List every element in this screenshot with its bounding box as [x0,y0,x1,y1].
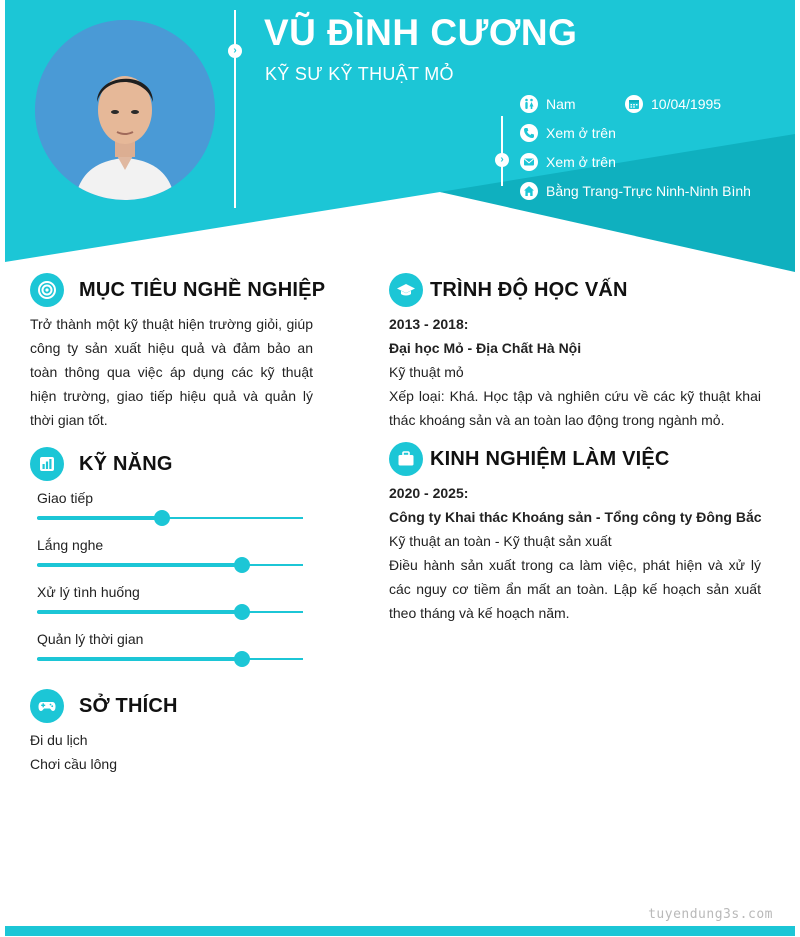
skill-label: Xử lý tình huống [37,584,140,600]
phone-icon [520,124,538,142]
header-divider [234,10,236,208]
gender-value: Nam [546,96,576,112]
skill-label: Lắng nghe [37,537,104,553]
experience-heading [389,442,670,476]
contact-divider [501,116,503,186]
gender-icon [520,95,538,113]
email-icon [520,153,538,171]
skill-label: Giao tiếp [37,490,94,506]
skill-bar-knob [234,604,250,620]
watermark: tuyendung3s.com [648,907,773,922]
candidate-name: VŨ ĐÌNH CƯƠNG [264,12,578,53]
skill-label: Quản lý thời gian [37,631,144,647]
skills-title: KỸ NĂNG [79,452,173,475]
skill-bar-knob [234,651,250,667]
skills-heading [30,447,173,481]
objective-text: Trở thành một kỹ thuật hiện trường giỏi, giúp công ty sản xuất hiệu quả và đảm bảo an toàn thông qua việc áp dụng các kỹ thuật hiện trường, giao tiếp hiệu quả và quản lý thời gian tốt. [30,316,313,428]
footer-bar [5,926,795,936]
hobbies-title: SỞ THÍCH [79,694,178,717]
briefcase-icon [389,442,423,476]
contact-phone [520,124,616,142]
chevron-right-icon: › [495,153,509,167]
avatar-illustration [35,20,215,200]
birthday-value: 10/04/1995 [651,96,722,112]
target-icon [30,273,64,307]
job-title: KỸ SƯ KỸ THUẬT MỎ [265,64,454,84]
skill-bar-fill [37,516,162,520]
skill-bar-knob [234,557,250,573]
skill-bar [37,564,303,566]
skill-bar [37,611,303,613]
skill-bar-fill [37,657,242,661]
skill-bar [37,658,303,660]
education-heading [389,273,628,307]
contact-gender [520,95,576,113]
experience-position: Kỹ thuật an toàn - Kỹ thuật sản xuất [389,533,612,549]
contact-email [520,153,616,171]
experience-company: Công ty Khai thác Khoáng sản - Tổng công ty Đông Bắc [389,509,762,525]
education-detail: Xếp loại: Khá. Học tập và nghiên cứu về các kỹ thuật khai thác khoáng sản và an toàn lao động trong ngành mỏ. [389,388,761,428]
objective-title: MỤC TIÊU NGHỀ NGHIỆP [79,278,326,301]
contact-birthday [625,95,721,113]
education-major: Kỹ thuật mỏ [389,364,464,380]
skill-bar-knob [154,510,170,526]
address-value: Bằng Trang-Trực Ninh-Ninh Bình [546,183,751,199]
hobby-item: Chơi cầu lông [30,756,118,772]
education-title: TRÌNH ĐỘ HỌC VẤN [430,278,628,301]
gamepad-icon [30,689,64,723]
email-value: Xem ở trên [546,154,616,170]
contact-address [520,182,751,200]
objective-heading [30,273,325,307]
experience-title: KINH NGHIỆM LÀM VIỆC [430,447,670,470]
experience-period: 2020 - 2025: [389,485,469,501]
bar-chart-icon [30,447,64,481]
education-period: 2013 - 2018: [389,316,469,332]
skill-bar-fill [37,563,242,567]
experience-detail: Điều hành sản xuất trong ca làm việc, phát hiện và xử lý các nguy cơ tiềm ẩn mất an toàn. Lập kế hoạch sản xuất theo tháng và kế hoạch năm. [389,557,761,621]
skill-bar-fill [37,610,242,614]
home-icon [520,182,538,200]
hobby-item: Đi du lịch [30,732,88,748]
education-school: Đại học Mỏ - Địa Chất Hà Nội [389,340,582,356]
profile-photo [35,20,215,200]
graduation-cap-icon [389,273,423,307]
skill-bar [37,517,303,519]
hobbies-heading [30,689,178,723]
chevron-right-icon: › [228,44,242,58]
calendar-icon [625,95,643,113]
phone-value: Xem ở trên [546,125,616,141]
